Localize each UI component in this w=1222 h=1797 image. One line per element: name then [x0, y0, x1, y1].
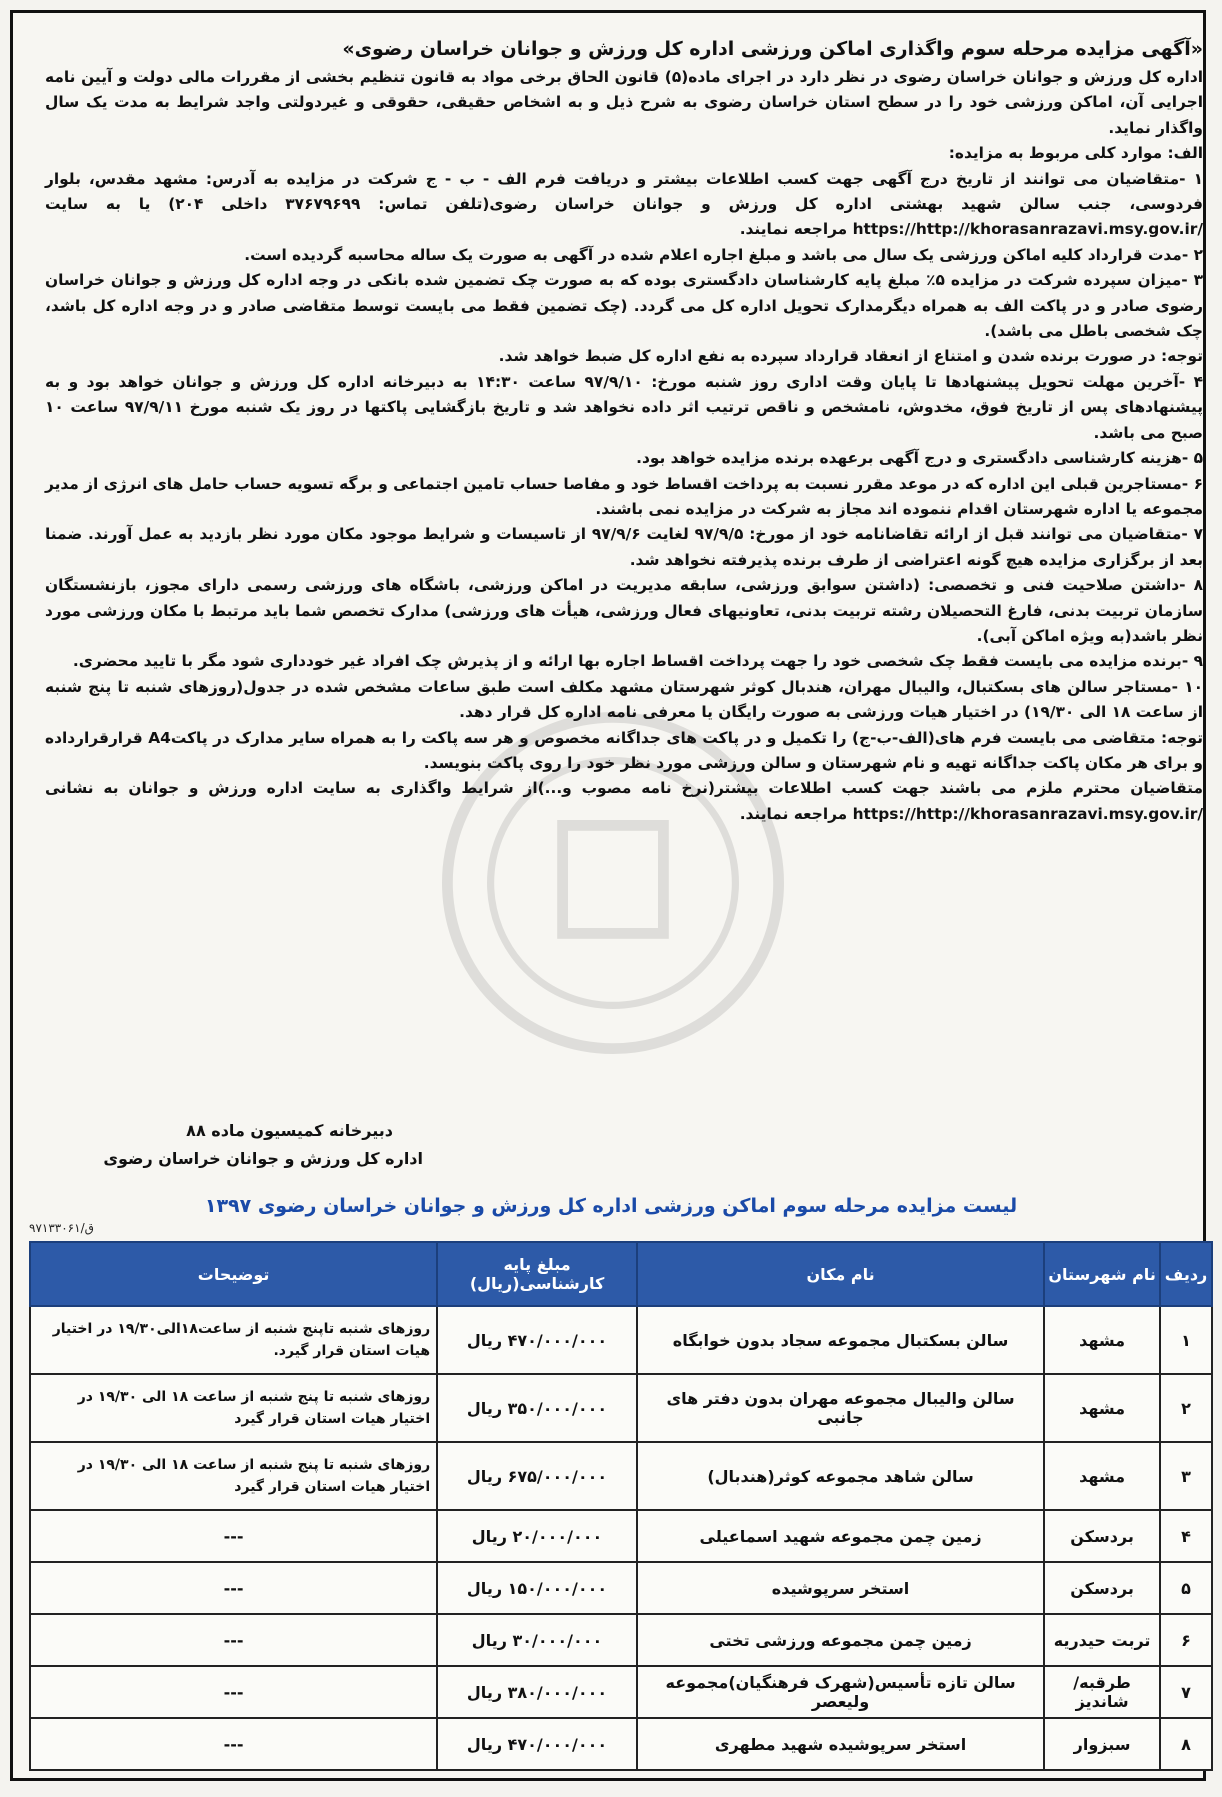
section-a-heading: الف: موارد کلی مربوط به مزایده:	[948, 144, 1203, 163]
cell-city: مشهد	[1044, 1374, 1160, 1442]
cell-row-number: ۱	[1160, 1306, 1212, 1374]
auction-list-table	[29, 1241, 1213, 1771]
cell-description: روزهای شنبه تاپنج شنبه از ساعت۱۸الی۱۹/۳۰ در اختیار هیات استان قرار گیرد.	[30, 1306, 437, 1374]
notice-item-8: ۸ -داشتن صلاحیت فنی و تخصصی: (داشتن سوابق ورزشی، سابقه مدیریت در اماکن ورزشی، باشگاه های ورزشی رسمی دارای مجوز، بازنشستگان سازمان تربیت بدنی، فارغ التحصیلان رشته تربیت بدنی، تعاونیهای فعال ورزشی، هیأت های ورزشی) مدارک تخصص شما باید مرتبط با مکان ورزشی مورد نظر باشد(به ویژه اماکن آبی).	[45, 576, 1203, 645]
cell-place: استخر سرپوشیده شهید مطهری	[637, 1718, 1044, 1770]
notice-intro: اداره کل ورزش و جوانان خراسان رضوی در نظر دارد در اجرای ماده(۵) قانون الحاق برخی مواد به قانون تنظیم بخشی از مقررات مالی دولت و آیین نامه اجرایی آن، اماکن ورزشی خود را در سطح استان خراسان رضوی به شرح ذیل و به اشخاص حقیقی، حقوقی و غیردولتی واجد شرایط به مدت یک سال واگذار نماید.	[45, 68, 1203, 137]
cell-place: زمین چمن مجموعه ورزشی تختی	[637, 1614, 1044, 1666]
cell-price: ۶۷۵/۰۰۰/۰۰۰ ریال	[437, 1442, 637, 1510]
signature-line-1: دبیرخانه کمیسیون ماده ۸۸	[186, 1121, 393, 1140]
cell-place: سالن بسکتبال مجموعه سجاد بدون خوابگاه	[637, 1306, 1044, 1374]
header-price: مبلغ پایه کارشناسی(ریال)	[437, 1242, 637, 1306]
header-row-number: ردیف	[1160, 1242, 1212, 1306]
cell-city: بردسکن	[1044, 1562, 1160, 1614]
cell-row-number: ۴	[1160, 1510, 1212, 1562]
cell-description: ---	[30, 1614, 437, 1666]
cell-place: سالن والیبال مجموعه مهران بدون دفتر های جانبی	[637, 1374, 1044, 1442]
cell-description: روزهای شنبه تا پنج شنبه از ساعت ۱۸ الی ۱۹/۳۰ در اختیار هیات استان قرار گیرد	[30, 1442, 437, 1510]
cell-description: ---	[30, 1562, 437, 1614]
cell-price: ۱۵۰/۰۰۰/۰۰۰ ریال	[437, 1562, 637, 1614]
cell-city: تربت حیدریه	[1044, 1614, 1160, 1666]
cell-city: مشهد	[1044, 1442, 1160, 1510]
notice-item-2: ۲ -مدت قرارداد کلیه اماکن ورزشی یک سال می باشد و مبلغ اجاره اعلام شده در آگهی به صورت یک ساله محاسبه گردیده است.	[244, 245, 1203, 264]
cell-description: ---	[30, 1510, 437, 1562]
table-row	[30, 1374, 1212, 1442]
cell-place: استخر سرپوشیده	[637, 1562, 1044, 1614]
table-row	[30, 1306, 1212, 1374]
notice-item-7: ۷ -متقاضیان می توانند قبل از ارائه تقاضانامه خود از مورخ: ۹۷/۹/۵ لغایت ۹۷/۹/۶ از تاسیسات و شرایط موجود مکان مورد نظر بازدید به عمل آورند. ضمنا بعد از برگزاری مزایده هیچ گونه اعتراضی از طرف برنده پذیرفته نخواهد شد.	[45, 525, 1203, 569]
cell-price: ۳۰/۰۰۰/۰۰۰ ریال	[437, 1614, 637, 1666]
cell-price: ۴۷۰/۰۰۰/۰۰۰ ریال	[437, 1306, 637, 1374]
cell-description: ---	[30, 1718, 437, 1770]
cell-row-number: ۷	[1160, 1666, 1212, 1718]
cell-price: ۴۷۰/۰۰۰/۰۰۰ ریال	[437, 1718, 637, 1770]
cell-row-number: ۸	[1160, 1718, 1212, 1770]
table-row	[30, 1442, 1212, 1510]
notice-closing: متقاضیان محترم ملزم می باشند جهت کسب اطلاعات بیشتر(نرخ نامه مصوب و...)از شرایط واگذاری به سایت اداره ورزش و جوانان به نشانی /https://http://khorasanrazavi.msy.gov.ir مراجعه نمایند.	[45, 779, 1203, 823]
notice-body	[45, 35, 1203, 827]
notice-item-4: ۴ -آخرین مهلت تحویل پیشنهادها تا پایان وقت اداری روز شنبه مورخ: ۹۷/۹/۱۰ ساعت ۱۴:۳۰ به دبیرخانه اداره کل ورزش و جوانان خواهد بود و به پیشنهادهای پس از تاریخ فوق، مخدوش، نامشخص و ناقص ترتیب اثر داده نخواهد شد و تاریخ بازگشایی پاکتها در روز یک شنبه مورخ ۹۷/۹/۱۱ ساعت ۱۰ صبح می باشد.	[45, 372, 1204, 442]
notice-frame	[10, 10, 1206, 1781]
cell-description: روزهای شنبه تا پنج شنبه از ساعت ۱۸ الی ۱۹/۳۰ در اختیار هیات استان قرار گیرد	[30, 1374, 437, 1442]
signature-line-2: اداره کل ورزش و جوانان خراسان رضوی	[103, 1149, 423, 1168]
table-row	[30, 1510, 1212, 1562]
cell-price: ۳۵۰/۰۰۰/۰۰۰ ریال	[437, 1374, 637, 1442]
table-header-row	[30, 1242, 1212, 1306]
signature-block	[43, 1117, 423, 1173]
notice-item-10: ۱۰ -مستاجر سالن های بسکتبال، والیبال مهران، هندبال کوثر شهرستان مشهد مکلف است طبق ساعات مشخص شده در جدول(روزهای شنبه تا پنج شنبه از ساعت ۱۸ الی ۱۹/۳۰) در اختیار هیات ورزشی به صورت رایگان یا معرفی نامه اداره کل قرار دهد.	[45, 677, 1203, 722]
table-row	[30, 1666, 1212, 1718]
table-row	[30, 1562, 1212, 1614]
notice-item-3: ۳ -میزان سپرده شرکت در مزایده ۵٪ مبلغ پایه کارشناسان دادگستری بوده که به صورت چک تضمین شده بانکی در وجه اداره کل ورزش و جوانان خراسان رضوی صادر و در پاکت الف به همراه دیگرمدارک تحویل اداره کل می گردد. (چک تضمین فقط می بایست توسط متقاضی صادر و در وجه اداره کل باشد، چک شخصی باطل می باشد).	[45, 271, 1203, 341]
cell-row-number: ۳	[1160, 1442, 1212, 1510]
cell-row-number: ۲	[1160, 1374, 1212, 1442]
notice-item-5: ۵ -هزینه کارشناسی دادگستری و درج آگهی برعهده برنده مزایده خواهد بود.	[636, 449, 1203, 468]
notice-item-1: ۱ -متقاضیان می توانند از تاریخ درج آگهی جهت کسب اطلاعات بیشتر و دریافت فرم الف - ب - ج شرکت در مزایده به آدرس: مشهد مقدس، بلوار فردوسی، جنب سالن شهید بهشتی اداره کل ورزش و جوانان خراسان رضوی(تلفن تماس: ۳۷۶۷۹۶۹۹ داخلی ۲۰۴) یا به سایت /https://http://khorasanrazavi.msy.gov.ir مراجعه نمایند.	[45, 169, 1203, 239]
cell-description: ---	[30, 1666, 437, 1718]
table-row	[30, 1718, 1212, 1770]
header-city: نام شهرستان	[1044, 1242, 1160, 1306]
cell-place: زمین چمن مجموعه شهید اسماعیلی	[637, 1510, 1044, 1562]
list-title: لیست مزایده مرحله سوم اماکن ورزشی اداره کل ورزش و جوانان خراسان رضوی ۱۳۹۷	[204, 1195, 1018, 1217]
notice-note-1: توجه: در صورت برنده شدن و امتناع از انعقاد قرارداد سپرده به نفع اداره کل ضبط خواهد شد.	[498, 347, 1203, 366]
cell-city: سبزوار	[1044, 1718, 1160, 1770]
notice-item-6: ۶ -مستاجرین قبلی این اداره که در موعد مقرر نسبت به پرداخت اقساط خود و مفاصا حساب تامین اجتماعی و برگه تسویه حساب حامل های انرژی از مدیر مجموعه یا اداره شهرستان اقدام ننموده اند مجاز به شرکت در مزایده نمی باشند.	[45, 474, 1203, 518]
header-description: توضیحات	[30, 1242, 437, 1306]
notice-note-2: توجه: متقاضی می بایست فرم های(الف-ب-ج) را تکمیل و در پاکت های جداگانه مخصوص و هر سه پاکت را به همراه سایر مدارک در پاکتA4 قرارقرارداده و برای هر مکان پاکت جداگانه تهیه و نام شهرستان و سالن ورزشی مورد نظر خود را روی پاکت بنویسد.	[45, 728, 1203, 772]
notice-title: «آگهی مزایده مرحله سوم واگذاری اماکن ورزشی اداره کل ورزش و جوانان خراسان رضوی»	[342, 38, 1203, 60]
header-place: نام مکان	[637, 1242, 1044, 1306]
cell-row-number: ۶	[1160, 1614, 1212, 1666]
cell-price: ۳۸۰/۰۰۰/۰۰۰ ریال	[437, 1666, 637, 1718]
cell-city: طرقبه/شاندیز	[1044, 1666, 1160, 1718]
cell-place: سالن تازه تأسیس(شهرک فرهنگیان)مجموعه ولیعصر	[637, 1666, 1044, 1718]
cell-city: بردسکن	[1044, 1510, 1160, 1562]
cell-place: سالن شاهد مجموعه کوثر(هندبال)	[637, 1442, 1044, 1510]
reference-number: ۹۷۱۳۳۰۶۱/ق	[29, 1221, 94, 1235]
cell-city: مشهد	[1044, 1306, 1160, 1374]
table-row	[30, 1614, 1212, 1666]
cell-price: ۲۰/۰۰۰/۰۰۰ ریال	[437, 1510, 637, 1562]
notice-item-9: ۹ -برنده مزایده می بایست فقط چک شخصی خود را جهت پرداخت اقساط اجاره بها ارائه و از پذیرش چک افراد غیر خودداری شود مگر با تایید محضری.	[72, 652, 1203, 671]
cell-row-number: ۵	[1160, 1562, 1212, 1614]
